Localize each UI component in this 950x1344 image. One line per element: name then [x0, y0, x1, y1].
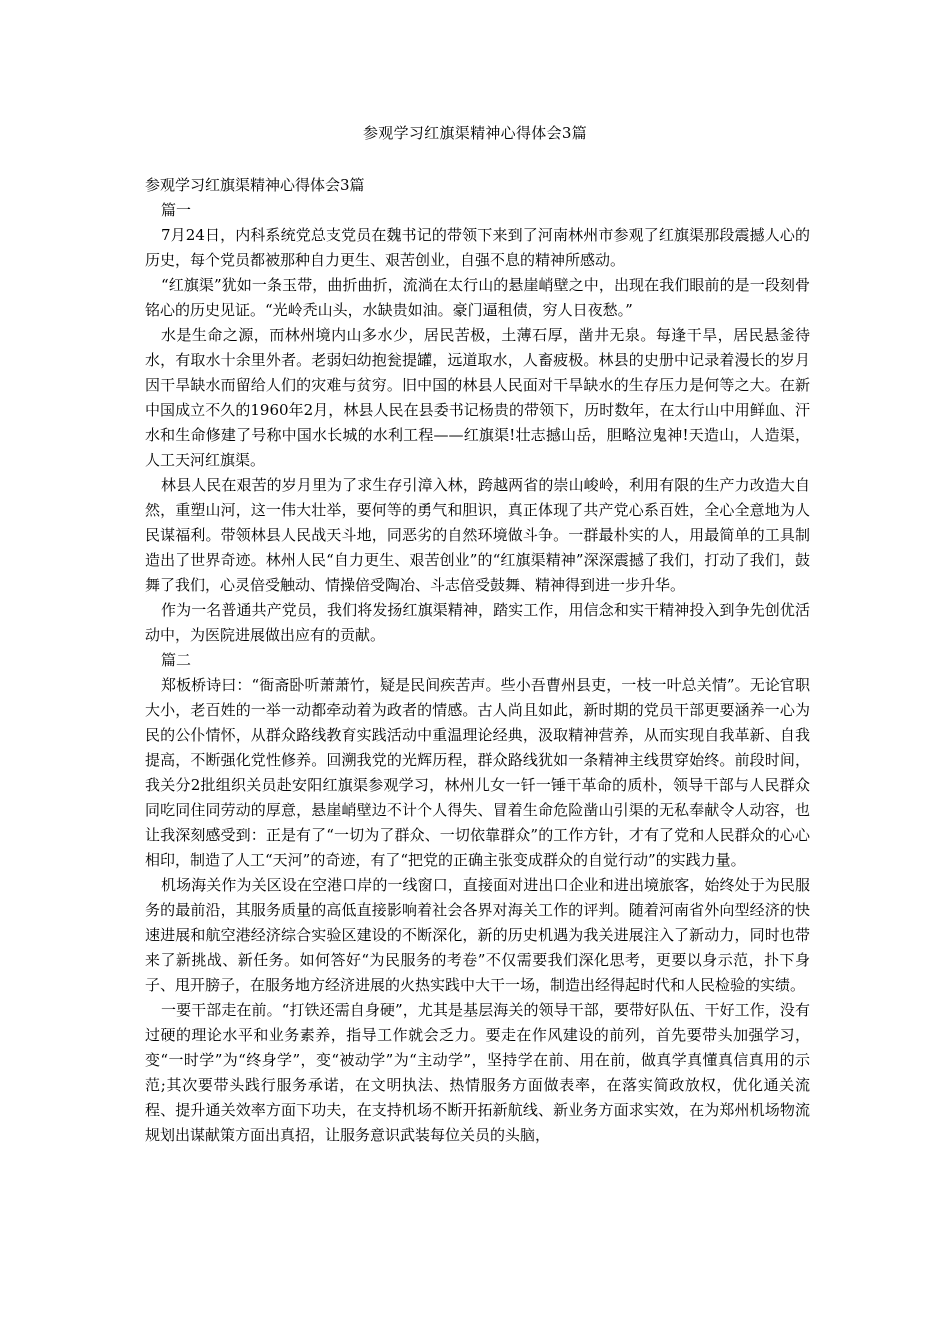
paragraph: 作为一名普通共产党员，我们将发扬红旗渠精神，踏实工作，用信念和实干精神投入到争先创优活动中，为医院进展做出应有的贡献。	[145, 601, 810, 644]
paragraph: 7月24日，内科系统党总支党员在魏书记的带领下来到了河南林州市参观了红旗渠那段震撼人心的历史，每个党员都被那种自力更生、艰苦创业，自强不息的精神所感动。	[145, 226, 810, 269]
paragraph: 林县人民在艰苦的岁月里为了求生存引漳入林，跨越两省的崇山峻岭，利用有限的生产力改造大自然，重塑山河，这一伟大壮举，要何等的勇气和胆识，真正体现了共产党心系百姓，全心全意地为人民谋福利。带领林县人民战天斗地，同恶劣的自然环境做斗争。一群最朴实的人，用最简单的工具制造出了世界奇迹。林州人民“自力更生、艰苦创业”的“红旗渠精神”深深震撼了我们，打动了我们，鼓舞了我们，心灵倍受触动、情操倍受陶冶、斗志倍受鼓舞、精神得到进一步升华。	[145, 476, 810, 594]
paragraph: “红旗渠”犹如一条玉带，曲折曲折，流淌在太行山的悬崖峭壁之中，出现在我们眼前的是一段刻骨铭心的历史见证。“光岭秃山头，水缺贵如油。豪门逼租债，穷人日夜愁。”	[145, 276, 810, 319]
paragraph: 机场海关作为关区设在空港口岸的一线窗口，直接面对进出口企业和进出境旅客，始终处于为民服务的最前沿，其服务质量的高低直接影响着社会各界对海关工作的评判。随着河南省外向型经济的快速进展和航空港经济综合实验区建设的不断深化，新的历史机遇为我关进展注入了新动力，同时也带来了新挑战、新任务。如何答好“为民服务的考卷”不仅需要我们深化思考，更要以身示范，扑下身子、甩开膀子，在服务地方经济进展的火热实践中大干一场，制造出经得起时代和人民检验的实绩。	[145, 876, 810, 994]
section-heading-2: 篇二	[161, 651, 192, 669]
section-heading-1: 篇一	[161, 201, 192, 219]
document-body	[145, 173, 810, 1148]
paragraph: 水是生命之源，而林州境内山多水少，居民苦极，土薄石厚，凿井无泉。每逢干旱，居民悬釜待水，有取水十余里外者。老弱妇幼抱瓮提罐，远道取水，人畜疲极。林县的史册中记录着漫长的岁月因干旱缺水而留给人们的灾难与贫穷。旧中国的林县人民面对干旱缺水的生存压力是何等之大。在新中国成立不久的1960年2月，林县人民在县委书记杨贵的带领下，历时数年，在太行山中用鲜血、汗水和生命修建了号称中国水长城的水利工程——红旗渠!壮志撼山岳，胆略泣鬼神!天造山，人造渠，人工天河红旗渠。	[145, 326, 810, 469]
paragraph: 一要干部走在前。“打铁还需自身硬”，尤其是基层海关的领导干部，要带好队伍、干好工作，没有过硬的理论水平和业务素养，指导工作就会乏力。要走在作风建设的前列，首先要带头加强学习，变“一时学”为“终身学”，变“被动学”为“主动学”，坚持学在前、用在前，做真学真懂真信真用的示范;其次要带头践行服务承诺，在文明执法、热情服务方面做表率，在落实简政放权，优化通关流程、提升通关效率方面下功夫，在支持机场不断开拓新航线、新业务方面求实效，在为郑州机场物流规划出谋献策方面出真招，让服务意识武装每位关员的头脑，	[145, 1001, 810, 1144]
paragraph: 郑板桥诗曰：“衙斋卧听萧萧竹，疑是民间疾苦声。些小吾曹州县吏，一枝一叶总关情”。无论官职大小，老百姓的一举一动都牵动着为政者的情感。古人尚且如此，新时期的党员干部更要涵养一心为民的公仆情怀，从群众路线教育实践活动中重温理论经典，汲取精神营养，从而实现自我革新、自我提高，不断强化党性修养。回溯我党的光辉历程，群众路线犹如一条精神主线贯穿始终。前段时间，我关分2批组织关员赴安阳红旗渠参观学习，林州儿女一钎一锤干革命的质朴，领导干部与人民群众同吃同住同劳动的厚意，悬崖峭壁边不计个人得失、冒着生命危险凿山引渠的无私奉献令人动容，也让我深刻感受到：正是有了“一切为了群众、一切依靠群众”的工作方针，才有了党和人民群众的心心相印，制造了人工“天河”的奇迹，有了“把党的正确主张变成群众的自觉行动”的实践力量。	[145, 676, 810, 869]
document-title: 参观学习红旗渠精神心得体会3篇	[362, 124, 588, 142]
document-subtitle: 参观学习红旗渠精神心得体会3篇	[145, 176, 365, 194]
